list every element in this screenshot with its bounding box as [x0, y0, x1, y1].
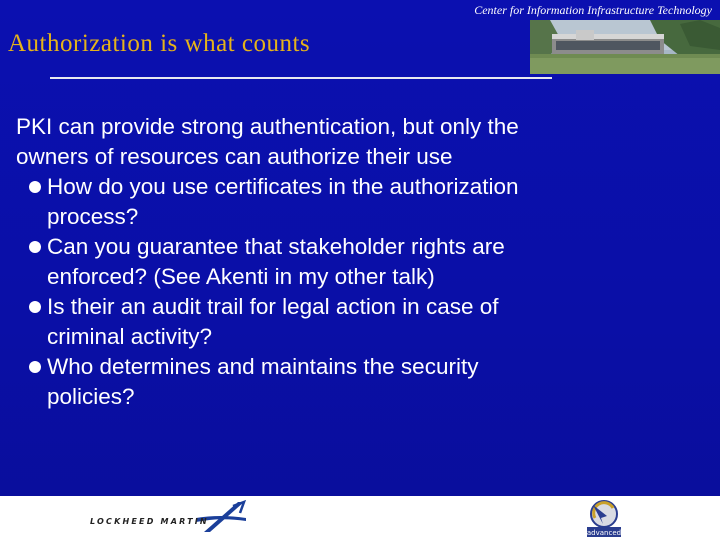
advanced-logo-text: advanced [586, 529, 622, 537]
bullet-line: How do you use certificates in the authorization [47, 174, 519, 199]
bullet-dot-icon [29, 241, 41, 253]
lockheed-martin-wordmark: LOCKHEED MARTIN [90, 517, 209, 526]
bullet-list [16, 172, 706, 412]
bullet-dot-icon [29, 181, 41, 193]
bullet-line: process? [47, 204, 139, 229]
lead-line: owners of resources can authorize their use [16, 144, 453, 169]
slide-title: Authorization is what counts [8, 30, 311, 57]
bullet-dot-icon [29, 301, 41, 313]
bullet-line: Who determines and maintains the security [47, 354, 479, 379]
bullet-line: Can you guarantee that stakeholder rights are [47, 234, 505, 259]
slide-body [16, 112, 706, 412]
building-photo [530, 20, 720, 74]
building-photo-image [530, 20, 720, 74]
lockheed-martin-logo [88, 496, 248, 540]
bullet-item [16, 172, 706, 232]
bullet-line: Is their an audit trail for legal action in case of [47, 294, 499, 319]
lead-line: PKI can provide strong authentication, but only the [16, 114, 519, 139]
footer-bar [0, 496, 720, 540]
bullet-dot-icon [29, 361, 41, 373]
bullet-line: enforced? (See Akenti in my other talk) [47, 264, 435, 289]
bullet-item [16, 292, 706, 352]
bullet-item [16, 352, 706, 412]
bullet-line: policies? [47, 384, 135, 409]
advanced-logo [581, 496, 627, 540]
bullet-line: criminal activity? [47, 324, 213, 349]
bullet-item [16, 232, 706, 292]
header-institution: Center for Information Infrastructure Technology [474, 3, 712, 17]
title-underline [50, 77, 552, 79]
lead-paragraph [16, 112, 706, 172]
